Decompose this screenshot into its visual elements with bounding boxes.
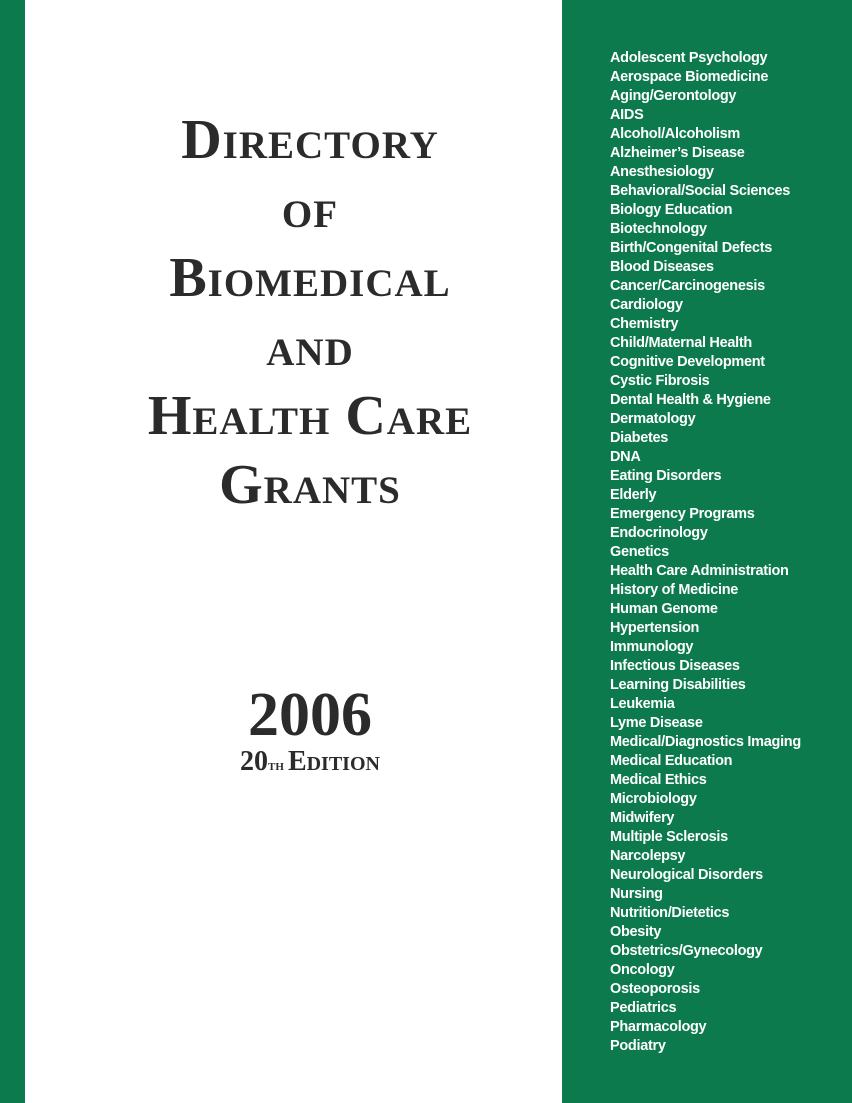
edition-word: Edition — [287, 746, 380, 777]
topic-item: Immunology — [610, 639, 694, 655]
topic-item: Multiple Sclerosis — [610, 829, 728, 845]
topic-item: Child/Maternal Health — [610, 335, 752, 351]
edition-number: 20 — [240, 746, 269, 777]
title-line: Grants — [219, 454, 401, 516]
topic-item: Health Care Administration — [610, 563, 789, 579]
topic-item: Microbiology — [610, 791, 697, 807]
topic-item: Obesity — [610, 924, 662, 940]
topic-item: Leukemia — [610, 696, 675, 712]
edition-label — [25, 744, 595, 780]
title-line: Biomedical — [169, 247, 451, 309]
topic-item: Dermatology — [610, 411, 696, 427]
topic-item: Behavioral/Social Sciences — [610, 183, 790, 199]
topic-item: Eating Disorders — [610, 468, 722, 484]
topic-item: Cancer/Carcinogenesis — [610, 278, 765, 294]
topic-item: Anesthesiology — [610, 164, 714, 180]
book-title — [25, 106, 595, 520]
topic-item: Alcohol/Alcoholism — [610, 126, 740, 142]
title-line: and — [266, 316, 354, 378]
topics-panel — [562, 0, 852, 1103]
topic-item: Osteoporosis — [610, 981, 700, 997]
topic-item: AIDS — [610, 107, 644, 123]
topic-item: Learning Disabilities — [610, 677, 746, 693]
topic-item: Birth/Congenital Defects — [610, 240, 772, 256]
topic-item: Endocrinology — [610, 525, 708, 541]
topic-item: Aerospace Biomedicine — [610, 69, 769, 85]
topic-item: Alzheimer’s Disease — [610, 145, 745, 161]
topic-item: Diabetes — [610, 430, 669, 446]
topic-list — [610, 49, 850, 1056]
topic-item: Narcolepsy — [610, 848, 686, 864]
topic-item: Aging/Gerontology — [610, 88, 737, 104]
topic-item: Biotechnology — [610, 221, 707, 237]
topic-item: Cystic Fibrosis — [610, 373, 710, 389]
topic-item: Podiatry — [610, 1038, 666, 1054]
topic-item: Genetics — [610, 544, 669, 560]
topic-item: Lyme Disease — [610, 715, 703, 731]
title-line: of — [281, 178, 339, 240]
topic-item: Medical Education — [610, 753, 733, 769]
topic-item: Hypertension — [610, 620, 700, 636]
topic-item: Cognitive Development — [610, 354, 765, 370]
title-line: Health Care — [147, 385, 473, 447]
topic-item: Infectious Diseases — [610, 658, 740, 674]
topic-item: Elderly — [610, 487, 657, 503]
left-green-border — [0, 0, 25, 1103]
topic-item: Emergency Programs — [610, 506, 755, 522]
topic-item: Midwifery — [610, 810, 675, 826]
topic-item: Nutrition/Dietetics — [610, 905, 730, 921]
edition-year: 2006 — [248, 681, 372, 749]
edition-suffix: th — [268, 758, 284, 774]
topic-item: Neurological Disorders — [610, 867, 763, 883]
topic-item: Dental Health & Hygiene — [610, 392, 771, 408]
title-line: Directory — [181, 109, 439, 171]
topic-item: Oncology — [610, 962, 675, 978]
topic-item: Blood Diseases — [610, 259, 714, 275]
topic-item: Chemistry — [610, 316, 679, 332]
topic-item: Pharmacology — [610, 1019, 707, 1035]
topic-item: Pediatrics — [610, 1000, 677, 1016]
topic-item: DNA — [610, 449, 641, 465]
topic-item: Biology Education — [610, 202, 733, 218]
topic-item: Nursing — [610, 886, 663, 902]
topic-item: History of Medicine — [610, 582, 739, 598]
cover-title-area — [25, 0, 562, 1103]
topic-item: Human Genome — [610, 601, 718, 617]
topic-item: Obstetrics/Gynecology — [610, 943, 763, 959]
topic-item: Adolescent Psychology — [610, 50, 768, 66]
topic-item: Medical Ethics — [610, 772, 707, 788]
topic-item: Cardiology — [610, 297, 683, 313]
topic-item: Medical/Diagnostics Imaging — [610, 734, 801, 750]
